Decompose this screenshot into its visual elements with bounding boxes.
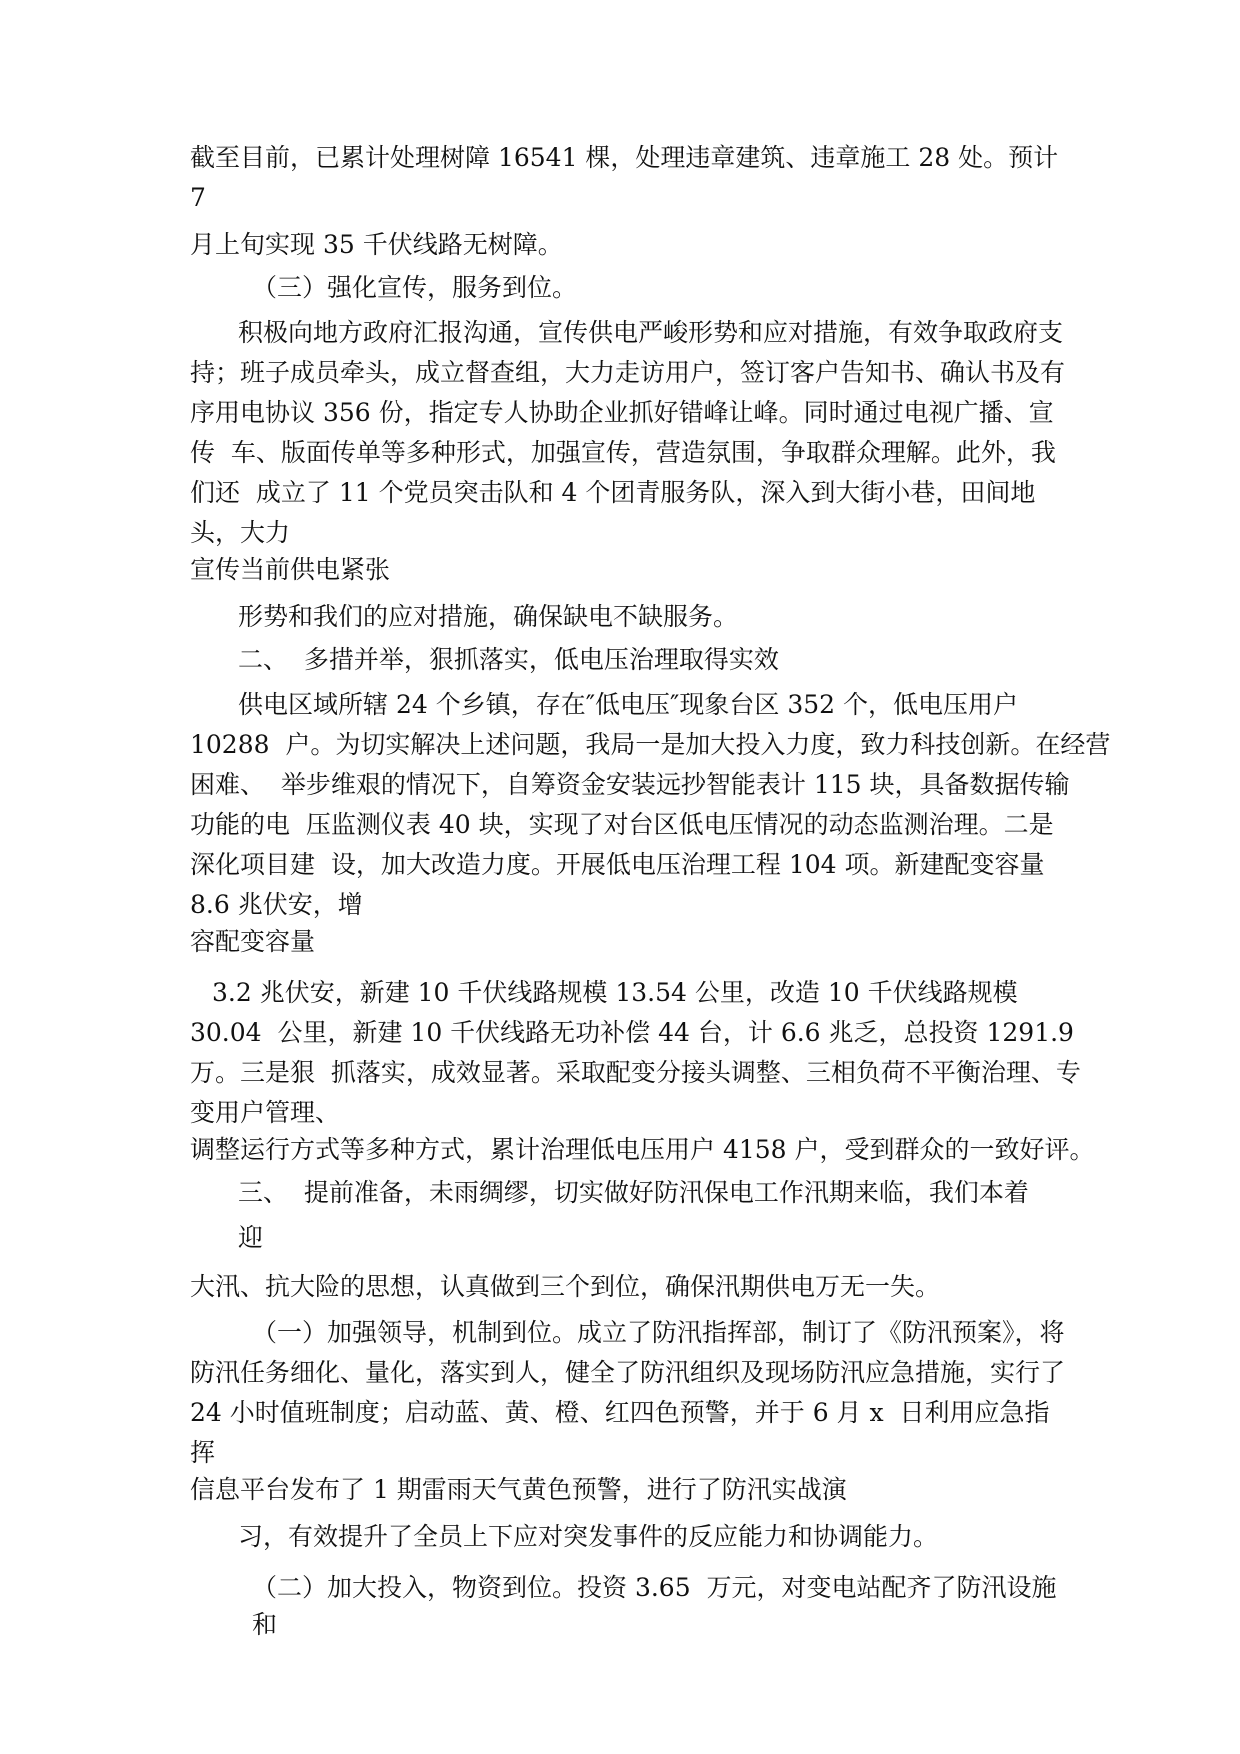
- text-line: 容配变容量: [190, 927, 316, 956]
- section-heading: 二、 多措并举，狠抓落实，低电压治理取得实效: [238, 645, 779, 674]
- text-line: 3.2 兆伏安，新建 10 千伏线路规模 13.54 公里，改造 10 千伏线路规模: [212, 978, 1018, 1007]
- text-line: 积极向地方政府汇报沟通，宣传供电严峻形势和应对措施，有效争取政府支: [238, 318, 1064, 347]
- text-line: 10288 户。为切实解决上述问题，我局一是加大投入力度，致力科技创新。在经营: [190, 730, 1111, 759]
- text-line: 挥: [190, 1438, 216, 1467]
- text-line: 持；班子成员牵头，成立督查组，大力走访用户，签订客户告知书、确认书及有: [190, 358, 1066, 387]
- text-line: 防汛任务细化、量化，落实到人，健全了防汛组织及现场防汛应急措施，实行了: [190, 1358, 1066, 1387]
- text-line: 深化项目建 设，加大改造力度。开展低电压治理工程 104 项。新建配变容量: [190, 850, 1045, 879]
- text-line: 24 小时值班制度；启动蓝、黄、橙、红四色预警，并于 6 月 x 日利用应急指: [190, 1398, 1050, 1427]
- text-line: 调整运行方式等多种方式，累计治理低电压用户 4158 户，受到群众的一致好评。: [190, 1135, 1095, 1164]
- text-line: 功能的电 压监测仪表 40 块，实现了对台区低电压情况的动态监测治理。二是: [190, 810, 1054, 839]
- text-line: 万。三是狠 抓落实，成效显著。采取配变分接头调整、三相负荷不平衡治理、专: [190, 1058, 1081, 1087]
- text-line: 大汛、抗大险的思想，认真做到三个到位，确保汛期供电万无一失。: [190, 1272, 941, 1301]
- text-line: 供电区域所辖 24 个乡镇，存在″低电压″现象台区 352 个，低电压用户: [238, 690, 1018, 719]
- text-line: （二）加大投入，物资到位。投资 3.65 万元，对变电站配齐了防汛设施: [252, 1573, 1057, 1602]
- text-line: 形势和我们的应对措施，确保缺电不缺服务。: [238, 602, 739, 631]
- text-line: 信息平台发布了 1 期雷雨天气黄色预警，进行了防汛实战演: [190, 1475, 847, 1504]
- section-heading: 三、 提前准备，未雨绸缪，切实做好防汛保电工作汛期来临，我们本着: [238, 1178, 1029, 1207]
- text-line: 困难、 举步维艰的情况下，自筹资金安装远抄智能表计 115 块，具备数据传输: [190, 770, 1070, 799]
- section-heading: （三）强化宣传，服务到位。: [252, 273, 578, 302]
- text-line: 月上旬实现 35 千伏线路无树障。: [190, 230, 563, 259]
- text-line: （一）加强领导，机制到位。成立了防汛指挥部，制订了《防汛预案》，将: [252, 1318, 1065, 1347]
- text-line: 迎: [238, 1223, 264, 1252]
- text-line: 8.6 兆伏安，增: [190, 890, 363, 919]
- text-line: 序用电协议 356 份，指定专人协助企业抓好错峰让峰。同时通过电视广播、宣: [190, 398, 1054, 427]
- text-line: 30.04 公里，新建 10 千伏线路无功补偿 44 台，计 6.6 兆乏，总投资 1291.9: [190, 1018, 1074, 1047]
- text-line: 们还 成立了 11 个党员突击队和 4 个团青服务队，深入到大街小巷，田间地: [190, 478, 1036, 507]
- text-line: 截至目前，已累计处理树障 16541 棵，处理违章建筑、违章施工 28 处。预计: [190, 143, 1059, 172]
- text-line: 7: [190, 183, 206, 212]
- text-line: 传 车、版面传单等多种形式，加强宣传，营造氛围，争取群众理解。此外，我: [190, 438, 1056, 467]
- text-line: 宣传当前供电紧张: [190, 555, 391, 584]
- text-line: 变用户管理、: [190, 1098, 341, 1127]
- text-line: 和: [252, 1610, 278, 1639]
- text-line: 头，大力: [190, 518, 291, 547]
- text-line: 习，有效提升了全员上下应对突发事件的反应能力和协调能力。: [238, 1522, 939, 1551]
